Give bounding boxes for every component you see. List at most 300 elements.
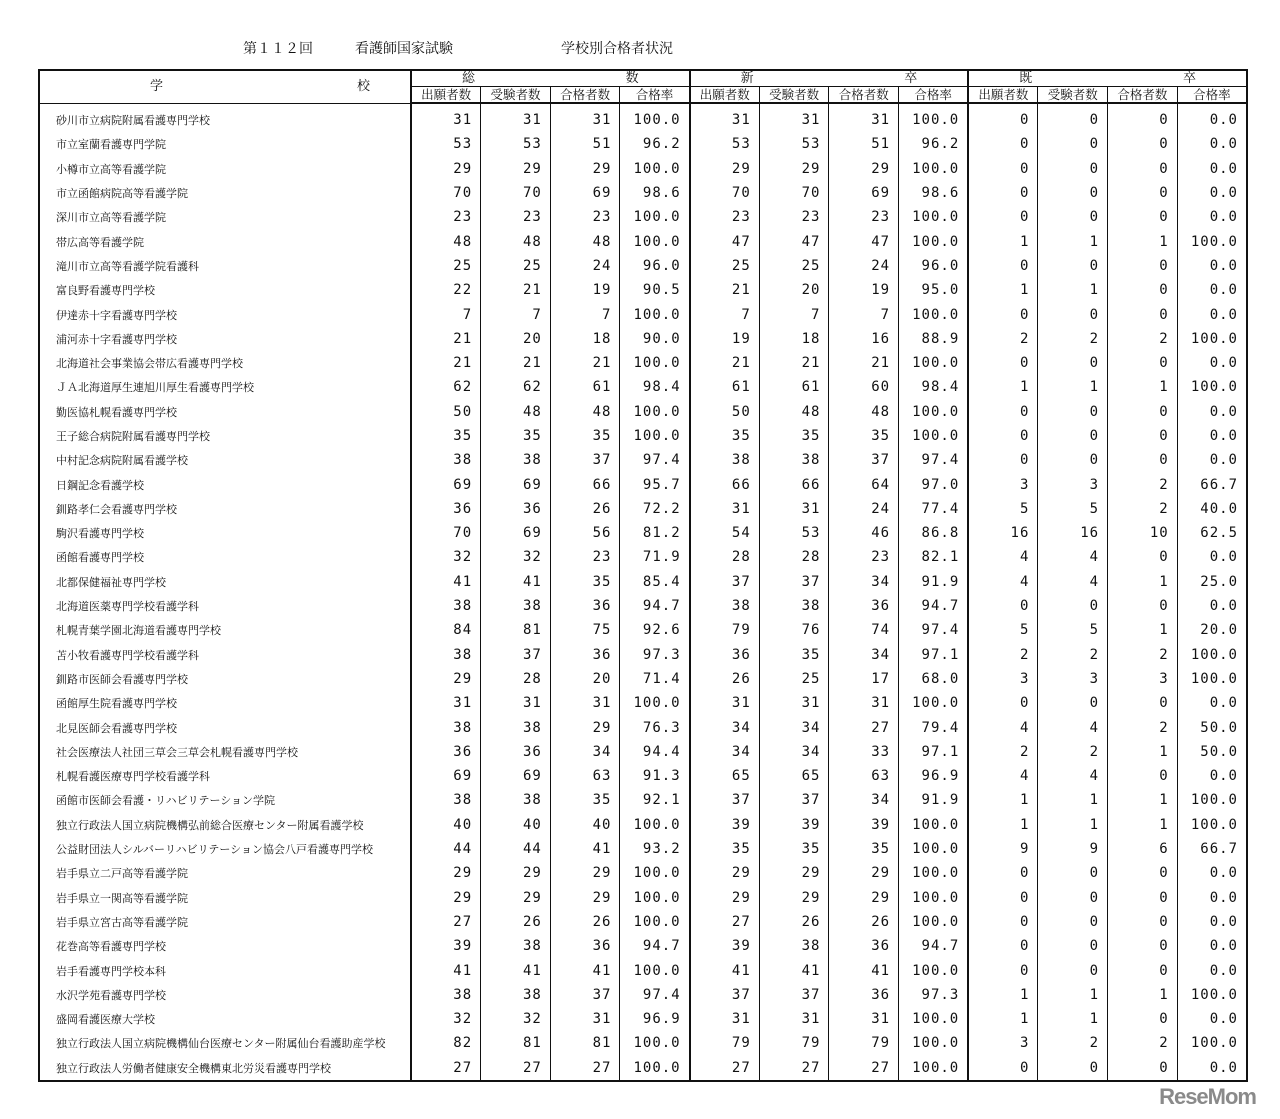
value-cell: 36 [481,497,551,521]
value-cell: 60 [829,375,899,399]
value-cell: 29 [690,861,760,885]
value-cell: 27 [411,1056,481,1081]
value-cell: 92.6 [620,618,690,642]
value-cell: 37 [759,983,829,1007]
value-cell: 100.0 [620,1031,690,1055]
value-cell: 31 [411,103,481,132]
value-cell: 100.0 [899,837,969,861]
value-cell: 0 [1108,132,1178,156]
table-row [39,254,1247,278]
value-cell: 0 [1108,302,1178,326]
value-cell: 1 [1038,813,1108,837]
value-cell: 100.0 [1177,1031,1247,1055]
value-cell: 25 [481,254,551,278]
value-cell: 100.0 [620,157,690,181]
value-cell: 21 [690,278,760,302]
value-cell: 0.0 [1177,448,1247,472]
value-cell: 96.0 [620,254,690,278]
school-name: 札幌看護医療専門学校看護学科 [56,770,210,784]
value-cell: 38 [690,448,760,472]
value-cell: 9 [1038,837,1108,861]
school-name: 砂川市立病院附属看護専門学校 [56,113,210,127]
value-cell: 41 [411,570,481,594]
value-cell: 0.0 [1177,103,1247,132]
table-row [39,497,1247,521]
value-cell: 27 [481,1056,551,1081]
value-cell: 35 [550,424,620,448]
value-cell: 50.0 [1177,715,1247,739]
value-cell: 94.7 [620,594,690,618]
value-cell: 63 [829,764,899,788]
value-cell: 5 [1038,497,1108,521]
value-cell: 48 [759,400,829,424]
value-cell: 0.0 [1177,691,1247,715]
value-cell: 1 [1108,229,1178,253]
subcol-header: 合格率 [1177,87,1247,104]
value-cell: 0 [968,958,1038,982]
value-cell: 61 [759,375,829,399]
value-cell: 31 [411,691,481,715]
value-cell: 0 [1108,691,1178,715]
group-header-prior-grad [968,70,1247,87]
value-cell: 66 [550,472,620,496]
value-cell: 68.0 [899,667,969,691]
value-cell: 0.0 [1177,254,1247,278]
value-cell: 31 [690,497,760,521]
value-cell: 4 [1038,715,1108,739]
value-cell: 96.9 [620,1007,690,1031]
table-body [39,103,1247,1081]
group-header-new-grad [690,70,969,87]
school-name: 花巻高等看護専門学校 [56,940,166,954]
value-cell: 0 [1038,205,1108,229]
value-cell: 81 [550,1031,620,1055]
value-cell: 100.0 [899,958,969,982]
value-cell: 97.1 [899,643,969,667]
table-row [39,958,1247,982]
value-cell: 38 [481,983,551,1007]
value-cell: 39 [690,934,760,958]
value-cell: 37 [759,570,829,594]
value-cell: 0 [968,594,1038,618]
value-cell: 100.0 [899,103,969,132]
value-cell: 0 [968,448,1038,472]
subcol-header: 合格者数 [550,87,620,104]
value-cell: 66 [690,472,760,496]
value-cell: 7 [481,302,551,326]
value-cell: 24 [550,254,620,278]
value-cell: 100.0 [620,103,690,132]
group-header-left: 総 [462,71,476,86]
value-cell: 38 [411,788,481,812]
value-cell: 1 [1108,570,1178,594]
value-cell: 21 [829,351,899,375]
value-cell: 100.0 [899,910,969,934]
value-cell: 0 [1108,278,1178,302]
value-cell: 29 [481,157,551,181]
school-name: 盛岡看護医療大学校 [56,1013,155,1027]
subcol-header: 受験者数 [481,87,551,104]
school-name: 伊達赤十字看護専門学校 [56,308,177,322]
value-cell: 31 [690,1007,760,1031]
school-name: 岩手県立二戸高等看護学院 [56,867,188,881]
value-cell: 0 [1108,861,1178,885]
school-name: 駒沢看護専門学校 [56,527,144,541]
value-cell: 100.0 [899,691,969,715]
value-cell: 53 [759,132,829,156]
value-cell: 32 [411,545,481,569]
value-cell: 0 [1038,1056,1108,1081]
table-row [39,278,1247,302]
value-cell: 85.4 [620,570,690,594]
table-row [39,1056,1247,1081]
value-cell: 39 [411,934,481,958]
value-cell: 0 [1108,181,1178,205]
value-cell: 0 [1038,448,1108,472]
value-cell: 31 [481,691,551,715]
value-cell: 0 [1108,400,1178,424]
value-cell: 7 [759,302,829,326]
table-row [39,837,1247,861]
value-cell: 100.0 [1177,375,1247,399]
value-cell: 34 [829,643,899,667]
value-cell: 23 [829,205,899,229]
table-row [39,764,1247,788]
value-cell: 0 [1038,861,1108,885]
value-cell: 0 [1038,594,1108,618]
value-cell: 100.0 [620,424,690,448]
table-row [39,643,1247,667]
value-cell: 84 [411,618,481,642]
school-name: 岩手看護専門学校本科 [56,964,166,978]
value-cell: 62.5 [1177,521,1247,545]
value-cell: 98.4 [620,375,690,399]
school-name: 帯広高等看護学院 [56,235,144,249]
value-cell: 100.0 [899,1007,969,1031]
subcol-header: 合格者数 [829,87,899,104]
value-cell: 31 [829,1007,899,1031]
value-cell: 24 [829,497,899,521]
value-cell: 100.0 [620,861,690,885]
group-header-left: 新 [740,71,754,86]
value-cell: 0 [1108,205,1178,229]
school-name: 函館市医師会看護・リハビリテーション学院 [56,794,276,808]
value-cell: 0 [968,103,1038,132]
value-cell: 37 [550,983,620,1007]
value-cell: 29 [411,861,481,885]
value-cell: 41 [481,570,551,594]
table-row [39,813,1247,837]
value-cell: 29 [829,861,899,885]
value-cell: 27 [550,1056,620,1081]
value-cell: 3 [968,1031,1038,1055]
table-row [39,618,1247,642]
value-cell: 100.0 [1177,788,1247,812]
value-cell: 88.9 [899,327,969,351]
value-cell: 2 [1108,472,1178,496]
table-row [39,448,1247,472]
value-cell: 0 [1108,1007,1178,1031]
value-cell: 47 [690,229,760,253]
value-cell: 29 [481,886,551,910]
value-cell: 18 [550,327,620,351]
value-cell: 0 [1108,886,1178,910]
value-cell: 0 [1038,910,1108,934]
value-cell: 0 [1108,545,1178,569]
value-cell: 2 [1038,740,1108,764]
school-name: 滝川市立高等看護学院看護科 [56,259,199,273]
value-cell: 69 [481,472,551,496]
value-cell: 35 [481,424,551,448]
value-cell: 48 [550,229,620,253]
value-cell: 100.0 [899,1056,969,1081]
value-cell: 31 [829,691,899,715]
value-cell: 65 [690,764,760,788]
value-cell: 0 [1038,302,1108,326]
value-cell: 23 [829,545,899,569]
value-cell: 38 [411,594,481,618]
value-cell: 2 [1038,643,1108,667]
value-cell: 66.7 [1177,837,1247,861]
value-cell: 28 [759,545,829,569]
value-cell: 27 [690,910,760,934]
value-cell: 100.0 [1177,643,1247,667]
value-cell: 54 [690,521,760,545]
value-cell: 36 [829,983,899,1007]
value-cell: 0.0 [1177,934,1247,958]
group-header-right: 卒 [904,71,918,86]
school-name: 札幌青葉学園北海道看護専門学校 [56,624,221,638]
value-cell: 29 [829,886,899,910]
value-cell: 1 [968,278,1038,302]
value-cell: 39 [690,813,760,837]
value-cell: 4 [1038,545,1108,569]
value-cell: 36 [550,643,620,667]
value-cell: 96.2 [899,132,969,156]
value-cell: 1 [1108,375,1178,399]
value-cell: 29 [411,157,481,181]
value-cell: 0 [968,400,1038,424]
school-name: 苫小牧看護専門学校看護学科 [56,648,199,662]
subcol-header: 合格率 [899,87,969,104]
value-cell: 92.1 [620,788,690,812]
value-cell: 0.0 [1177,205,1247,229]
value-cell: 23 [550,545,620,569]
school-name: 岩手県立宮古高等看護学院 [56,915,188,929]
value-cell: 36 [690,643,760,667]
value-cell: 97.3 [620,643,690,667]
value-cell: 91.3 [620,764,690,788]
value-cell: 41 [759,958,829,982]
value-cell: 56 [550,521,620,545]
table-row [39,740,1247,764]
value-cell: 81 [481,1031,551,1055]
value-cell: 61 [690,375,760,399]
value-cell: 91.9 [899,788,969,812]
value-cell: 66.7 [1177,472,1247,496]
value-cell: 1 [968,788,1038,812]
value-cell: 7 [550,302,620,326]
value-cell: 47 [829,229,899,253]
value-cell: 5 [968,618,1038,642]
value-cell: 37 [829,448,899,472]
value-cell: 70 [481,181,551,205]
table-row [39,103,1247,132]
value-cell: 34 [690,715,760,739]
value-cell: 38 [411,643,481,667]
value-cell: 0 [968,351,1038,375]
value-cell: 4 [1038,570,1108,594]
value-cell: 95.7 [620,472,690,496]
value-cell: 2 [968,327,1038,351]
value-cell: 0 [1108,448,1178,472]
value-cell: 47 [759,229,829,253]
subcol-header: 受験者数 [759,87,829,104]
value-cell: 21 [690,351,760,375]
value-cell: 1 [1108,813,1178,837]
value-cell: 1 [968,229,1038,253]
group-header-right: 数 [625,71,639,86]
value-cell: 0 [1108,424,1178,448]
value-cell: 31 [759,1007,829,1031]
value-cell: 23 [690,205,760,229]
title-subject: 学校別合格者状況 [561,41,673,57]
value-cell: 51 [829,132,899,156]
value-cell: 29 [690,157,760,181]
value-cell: 41 [829,958,899,982]
value-cell: 35 [829,424,899,448]
value-cell: 0 [968,181,1038,205]
value-cell: 7 [690,302,760,326]
school-name: 独立行政法人国立病院機構仙台医療センター附属仙台看護助産学校 [56,1037,386,1051]
value-cell: 0 [1108,934,1178,958]
school-name: 水沢学苑看護専門学校 [56,988,166,1002]
value-cell: 37 [690,570,760,594]
value-cell: 36 [411,740,481,764]
value-cell: 40 [550,813,620,837]
value-cell: 29 [481,861,551,885]
value-cell: 34 [829,570,899,594]
value-cell: 26 [690,667,760,691]
value-cell: 0 [1108,254,1178,278]
value-cell: 0 [1108,910,1178,934]
value-cell: 79.4 [899,715,969,739]
school-name: 岩手県立一関高等看護学院 [56,891,188,905]
value-cell: 81 [481,618,551,642]
value-cell: 2 [1108,1031,1178,1055]
value-cell: 97.1 [899,740,969,764]
value-cell: 38 [411,983,481,1007]
value-cell: 100.0 [620,910,690,934]
value-cell: 2 [1038,1031,1108,1055]
value-cell: 48 [829,400,899,424]
value-cell: 27 [411,910,481,934]
value-cell: 69 [411,472,481,496]
school-name: 小樽市立高等看護学院 [56,162,166,176]
value-cell: 0 [1038,157,1108,181]
value-cell: 27 [829,1056,899,1081]
value-cell: 26 [759,910,829,934]
value-cell: 100.0 [620,958,690,982]
value-cell: 20 [481,327,551,351]
value-cell: 0 [968,934,1038,958]
value-cell: 31 [550,103,620,132]
value-cell: 5 [1038,618,1108,642]
value-cell: 21 [411,351,481,375]
value-cell: 62 [481,375,551,399]
value-cell: 35 [759,643,829,667]
value-cell: 100.0 [620,1056,690,1081]
value-cell: 0 [968,886,1038,910]
value-cell: 31 [759,497,829,521]
table-row [39,424,1247,448]
school-name: 日鋼記念看護学校 [56,478,144,492]
table-row [39,375,1247,399]
value-cell: 1 [1038,229,1108,253]
value-cell: 53 [759,521,829,545]
school-name: 社会医療法人社団三草会三草会札幌看護専門学校 [56,745,298,759]
value-cell: 25.0 [1177,570,1247,594]
value-cell: 100.0 [1177,983,1247,1007]
value-cell: 6 [1108,837,1178,861]
value-cell: 64 [829,472,899,496]
value-cell: 35 [829,837,899,861]
value-cell: 72.2 [620,497,690,521]
table-row [39,157,1247,181]
value-cell: 38 [690,594,760,618]
value-cell: 50.0 [1177,740,1247,764]
value-cell: 0.0 [1177,181,1247,205]
value-cell: 0 [1108,157,1178,181]
value-cell: 69 [481,764,551,788]
value-cell: 2 [1108,497,1178,521]
value-cell: 61 [550,375,620,399]
value-cell: 16 [1038,521,1108,545]
value-cell: 0 [968,302,1038,326]
title-edition: 第１１２回 [243,41,313,57]
value-cell: 70 [411,181,481,205]
value-cell: 20 [550,667,620,691]
value-cell: 4 [1038,764,1108,788]
value-cell: 31 [690,103,760,132]
table-row [39,788,1247,812]
value-cell: 0 [968,254,1038,278]
value-cell: 31 [759,103,829,132]
value-cell: 37 [690,788,760,812]
value-cell: 100.0 [899,205,969,229]
title-exam: 看護師国家試験 [355,41,453,57]
value-cell: 3 [1038,667,1108,691]
school-name: 浦河赤十字看護専門学校 [56,332,177,346]
value-cell: 36 [550,594,620,618]
value-cell: 0.0 [1177,545,1247,569]
value-cell: 100.0 [899,229,969,253]
value-cell: 100.0 [899,424,969,448]
value-cell: 36 [829,594,899,618]
value-cell: 2 [968,740,1038,764]
school-name: ＪＡ北海道厚生連旭川厚生看護専門学校 [56,381,254,395]
value-cell: 23 [481,205,551,229]
school-name: 北都保健福祉専門学校 [56,575,166,589]
value-cell: 77.4 [899,497,969,521]
value-cell: 31 [759,691,829,715]
value-cell: 65 [759,764,829,788]
table-row [39,667,1247,691]
group-header-left: 既 [1019,71,1033,86]
value-cell: 2 [968,643,1038,667]
value-cell: 29 [759,861,829,885]
value-cell: 32 [481,1007,551,1031]
